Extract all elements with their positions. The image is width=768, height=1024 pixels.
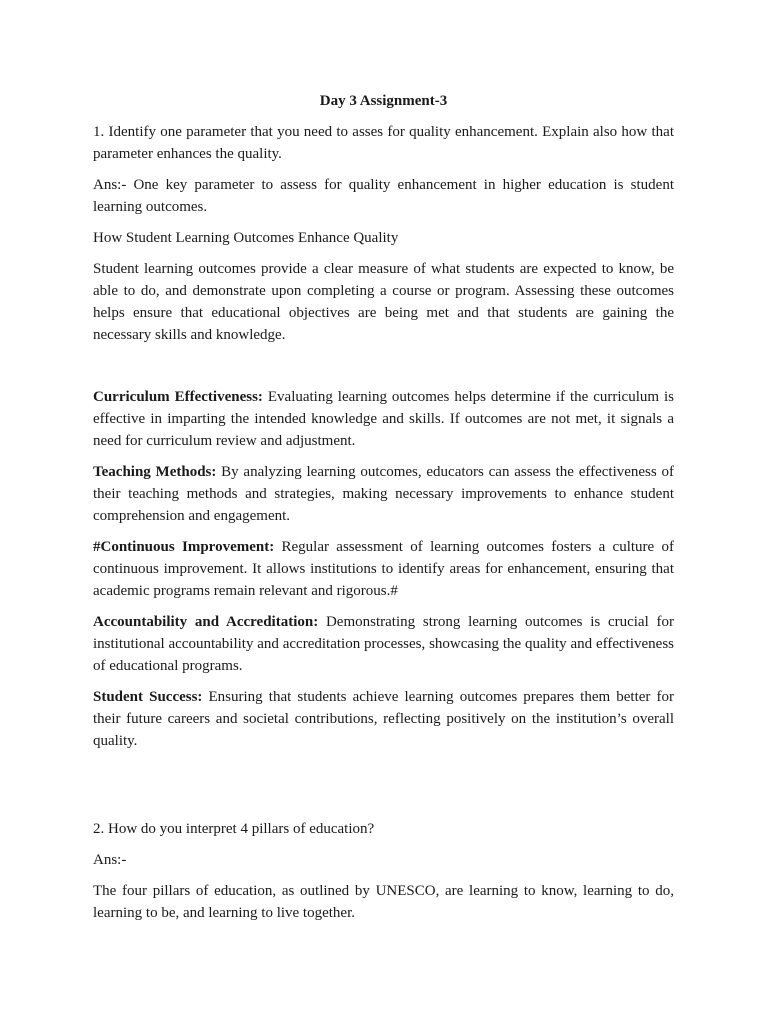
point-label: Curriculum Effectiveness: (93, 389, 263, 405)
point-teaching (93, 461, 674, 527)
document-title: Day 3 Assignment-3 (319, 93, 448, 109)
point-label: Student Success: (93, 689, 203, 705)
point-text: Evaluating learning outcomes helps determine if the curriculum is effective in imparting the intended knowledge and skills. If outcomes are not met, it signals a need for curriculum review and adjustment. (93, 389, 674, 449)
point-student-success (93, 686, 674, 752)
point-label: Accountability and Accreditation: (93, 614, 319, 630)
point-text: Demonstrating strong learning outcomes is crucial for institutional accountability and accreditation processes, showcasing the quality and effectiveness of educational programs. (93, 614, 674, 674)
point-text: By analyzing learning outcomes, educators can assess the effectiveness of their teaching methods and strategies, making necessary improvements to enhance student comprehension and engagement. (93, 464, 674, 524)
intro-paragraph: Student learning outcomes provide a clear measure of what students are expected to know, be able to do, and demonstrate upon completing a course or program. Assessing these outcomes helps ensure that educational objectives are being met and that students are gaining the necessary skills and knowledge. (93, 261, 674, 343)
document-page (93, 90, 674, 933)
subheading: How Student Learning Outcomes Enhance Quality (93, 230, 399, 246)
answer-2-body: The four pillars of education, as outlined by UNESCO, are learning to know, learning to do, learning to be, and learning to live together. (93, 883, 674, 921)
point-label: Teaching Methods: (93, 464, 217, 480)
spacer (93, 761, 674, 818)
answer-1: Ans:- One key parameter to assess for quality enhancement in higher education is student learning outcomes. (93, 177, 674, 215)
point-accountability (93, 611, 674, 677)
point-text: Ensuring that students achieve learning outcomes prepares them better for their future careers and societal contributions, reflecting positively on the institution’s overall quality. (93, 689, 674, 749)
spacer (93, 355, 674, 386)
question-2: 2. How do you interpret 4 pillars of education? (93, 821, 375, 837)
point-text: Regular assessment of learning outcomes fosters a culture of continuous improvement. It allows institutions to identify areas for enhancement, ensuring that academic programs remain relevant and rigorous.# (93, 539, 675, 599)
point-continuous (93, 536, 674, 602)
point-curriculum (93, 386, 674, 452)
question-1: 1. Identify one parameter that you need to asses for quality enhancement. Explain also how that parameter enhances the quality. (93, 124, 674, 162)
point-label: #Continuous Improvement: (93, 539, 275, 555)
answer-2: Ans:- (93, 852, 127, 868)
